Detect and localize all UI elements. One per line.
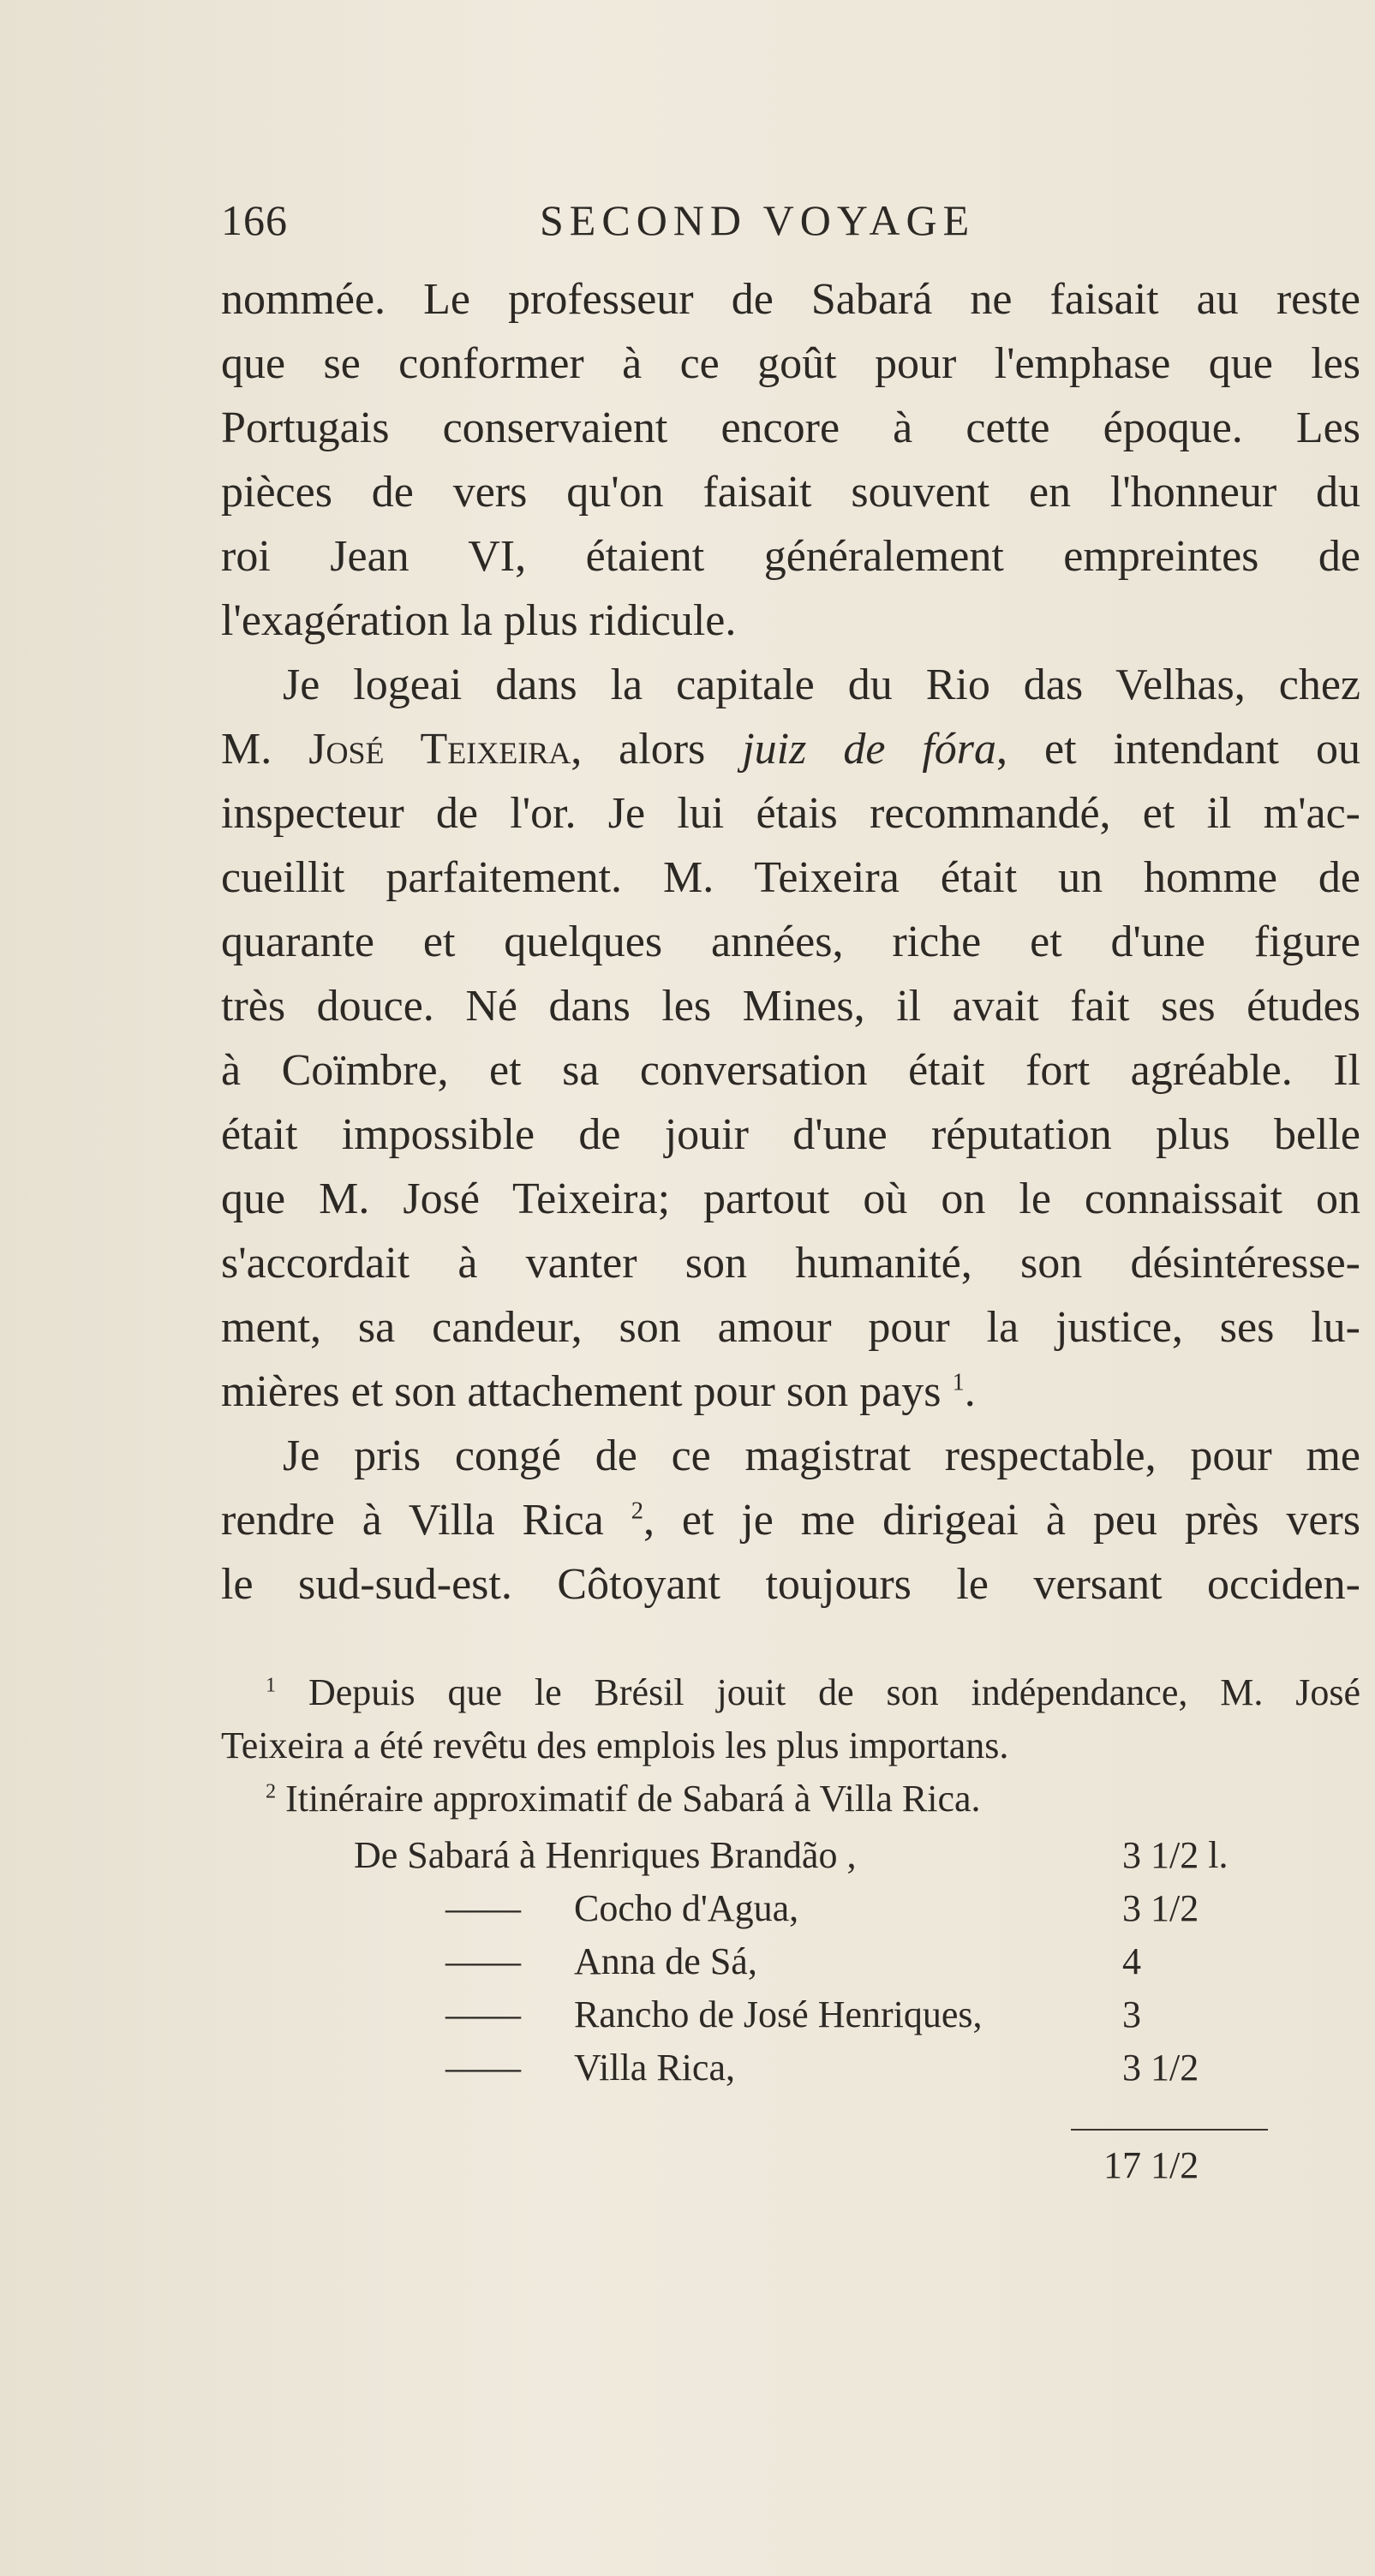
text-line: quarante et quelques années, riche et d'une figure [221, 917, 1360, 966]
text-line: Je logeai dans la capitale du Rio das Velhas, chez [283, 660, 1360, 709]
text-line: l'exagération la plus ridicule. [221, 596, 737, 645]
main-text [221, 267, 1360, 1617]
footnote-ref: 1 [952, 1369, 965, 1396]
itinerary-total: 17 1/2 [1103, 2144, 1199, 2186]
text-line: Je pris congé de ce magistrat respectable, pour me [283, 1431, 1360, 1480]
text-line: M. José Teixeira, alors juiz de fóra, et intendant ou [221, 725, 1360, 774]
text-line: mières et son attachement pour son pays $^1$. [221, 1367, 976, 1416]
itinerary-row: —— Villa Rica, 3 1/2 [221, 2041, 1360, 2095]
itinerary-row [221, 1829, 1360, 1882]
itinerary-distance: 4 [1122, 1940, 1141, 1982]
text-line: inspecteur de l'or. Je lui étais recommandé, et il m'ac- [221, 789, 1360, 838]
text-line: rendre à Villa Rica $^2$, et je me dirigeai à peu près vers [221, 1496, 1361, 1545]
itinerary-distance: 3 1/2 l. [1122, 1834, 1229, 1876]
itinerary-place: Rancho de José Henriques, [574, 1993, 983, 2035]
person-name: José Teixeira [308, 725, 571, 774]
footnote-line: $^1$ Depuis que le Brésil jouit de son indépendance, M. José [266, 1671, 1361, 1713]
text-line: pièces de vers qu'on faisait souvent en l'honneur du [221, 468, 1360, 517]
itinerary-place: Villa Rica, [574, 2047, 735, 2089]
text-line: était impossible de jouir d'une réputation plus belle [221, 1110, 1360, 1159]
itinerary-place: Cocho d'Agua, [574, 1887, 799, 1929]
itinerary-row: —— Cocho d'Agua, 3 1/2 [221, 1882, 1360, 1935]
sum-rule [1071, 2129, 1268, 2131]
text-line: que M. José Teixeira; partout où on le connaissait on [221, 1174, 1360, 1223]
text-line: que se conformer à ce goût pour l'emphase que les [221, 339, 1360, 388]
itinerary-row: —— Anna de Sá, 4 [221, 1935, 1360, 1988]
itinerary-place: De Sabará à Henriques Brandão , [354, 1834, 857, 1876]
itinerary-distance: 3 1/2 [1122, 1887, 1199, 1929]
text-line: très douce. Né dans les Mines, il avait fait ses études [221, 982, 1360, 1031]
footnotes [221, 1666, 1361, 2089]
itinerary-distance: 3 1/2 [1122, 2047, 1199, 2089]
footnote-ref: 2 [631, 1497, 643, 1525]
text-line: le sud-sud-est. Côtoyant toujours le versant occiden- [221, 1560, 1360, 1609]
text-line: s'accordait à vanter son humanité, son désintéresse- [221, 1239, 1360, 1288]
itinerary-distance: 3 [1122, 1993, 1141, 2035]
italic-term: juiz de fóra [742, 725, 997, 774]
running-title: SECOND VOYAGE [540, 196, 976, 244]
footnote-line: $^2$ Itinéraire approximatif de Sabará à Villa Rica. [266, 1778, 981, 1820]
text-line: roi Jean VI, étaient généralement empreintes de [221, 532, 1360, 581]
itinerary-place: Anna de Sá, [574, 1940, 757, 1982]
text-line: nommée. Le professeur de Sabará ne faisait au reste [221, 275, 1360, 324]
text-line: ment, sa candeur, son amour pour la justice, ses lu- [221, 1303, 1360, 1352]
page-number: 166 [221, 196, 288, 244]
text-line: cueillit parfaitement. M. Teixeira était un homme de [221, 853, 1360, 902]
itinerary-row: —— Rancho de José Henriques, 3 [221, 1988, 1360, 2041]
footnote-line: Teixeira a été revêtu des emplois les plus importans. [221, 1724, 1009, 1766]
text-line: à Coïmbre, et sa conversation était fort agréable. Il [221, 1046, 1360, 1095]
text-line: Portugais conservaient encore à cette époque. Les [221, 403, 1360, 452]
